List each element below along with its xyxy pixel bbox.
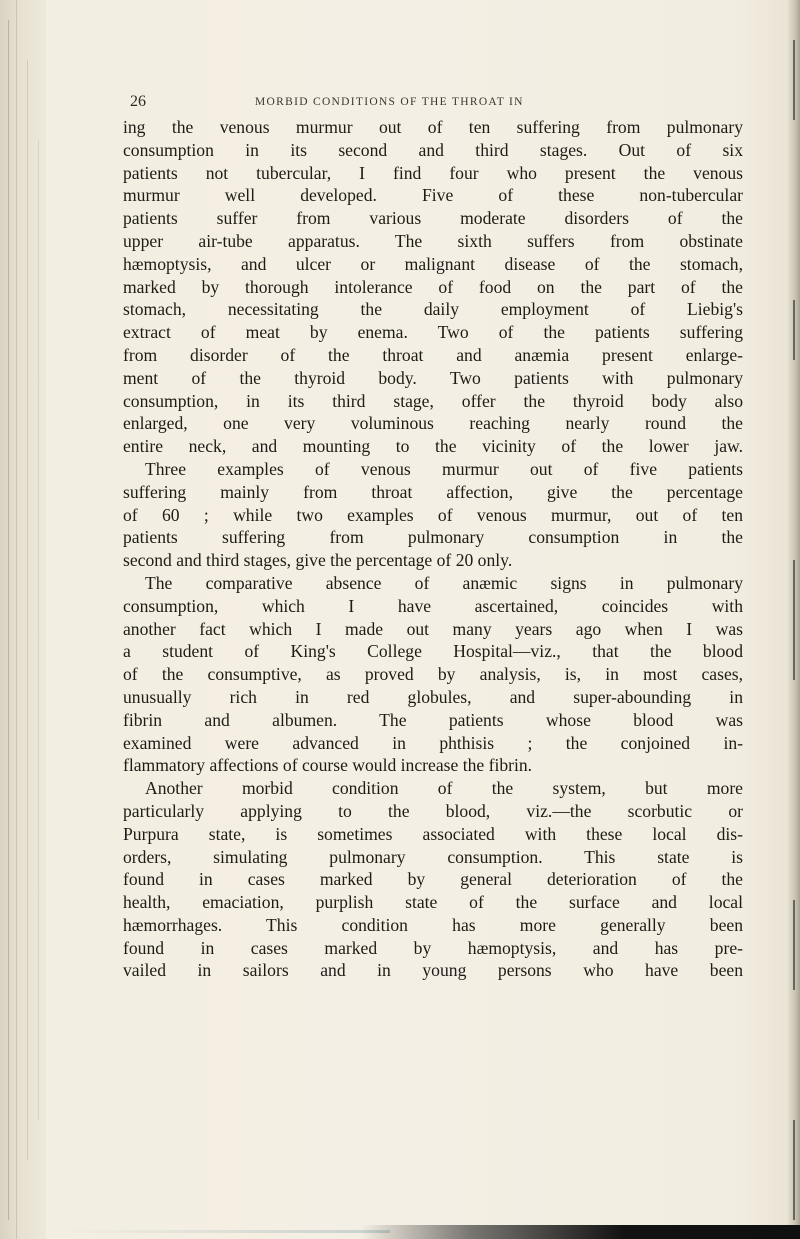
text-line: Purpura state, is sometimes associated with these local dis- — [123, 823, 743, 844]
gutter-rule — [16, 0, 17, 1239]
edge-mark — [793, 300, 795, 360]
text-line: a student of King's College Hospital—viz., that the blood — [123, 641, 743, 662]
text-line: particularly applying to the blood, viz.—the scorbutic or — [123, 800, 743, 821]
text-line: hæmoptysis, and ulcer or malignant disease of the stomach, — [123, 253, 743, 274]
text-line: vailed in sailors and in young persons who have been — [123, 960, 743, 981]
text-line: of the consumptive, as proved by analysis, is, in most cases, — [123, 664, 743, 685]
text-line: found in cases marked by hæmoptysis, and has pre- — [123, 937, 743, 958]
text-line: extract of meat by enema. Two of the patients suffering — [123, 322, 743, 343]
text-line: Three examples of venous murmur out of five patients — [145, 458, 743, 479]
text-line: patients suffer from various moderate disorders of the — [123, 208, 743, 229]
text-line: upper air-tube apparatus. The sixth suffers from obstinate — [123, 230, 743, 251]
text-line: patients suffering from pulmonary consumption in the — [123, 527, 743, 548]
edge-mark — [793, 40, 795, 120]
text-line: consumption, which I have ascertained, coincides with — [123, 595, 743, 616]
text-line: consumption, in its third stage, offer the thyroid body also — [123, 390, 743, 411]
edge-mark — [793, 1120, 795, 1220]
text-line: health, emaciation, purplish state of the surface and local — [123, 892, 743, 913]
text-line: ment of the thyroid body. Two patients with pulmonary — [123, 367, 743, 388]
text-line: from disorder of the throat and anæmia present enlarge- — [123, 344, 743, 365]
bottom-edge-shadow — [360, 1225, 800, 1239]
gutter-rule — [27, 60, 28, 1160]
text-line: marked by thorough intolerance of food on the part of the — [123, 276, 743, 297]
text-line: unusually rich in red globules, and super-abounding in — [123, 686, 743, 707]
text-line: suffering mainly from throat affection, give the percentage — [123, 481, 743, 502]
text-line: murmur well developed. Five of these non-tubercular — [123, 185, 743, 206]
gutter-rule — [8, 20, 9, 1220]
text-line: another fact which I made out many years ago when I was — [123, 618, 743, 639]
text-line: stomach, necessitating the daily employment of Liebig's — [123, 299, 743, 320]
text-line: of 60 ; while two examples of venous murmur, out of ten — [123, 504, 743, 525]
body-text — [123, 116, 743, 982]
text-line: The comparative absence of anæmic signs in pulmonary — [145, 572, 743, 593]
page-number: 26 — [130, 93, 146, 110]
text-line: examined were advanced in phthisis ; the conjoined in- — [123, 732, 743, 753]
text-line: consumption in its second and third stages. Out of six — [123, 139, 743, 160]
text-line: fibrin and albumen. The patients whose blood was — [123, 709, 743, 730]
gutter-rule — [38, 140, 39, 1120]
edge-mark — [793, 560, 795, 680]
text-line: hæmorrhages. This condition has more generally been — [123, 914, 743, 935]
text-line: flammatory affections of course would increase the fibrin. — [123, 755, 533, 776]
page-edge-right — [788, 0, 800, 1239]
text-line: ing the venous murmur out of ten suffering from pulmonary — [123, 117, 743, 137]
text-line: second and third stages, give the percentage of 20 only. — [123, 550, 513, 571]
bottom-edge-tint — [60, 1230, 390, 1233]
edge-mark — [793, 900, 795, 990]
text-line: patients not tubercular, I find four who present the venous — [123, 162, 743, 183]
running-head: MORBID CONDITIONS OF THE THROAT IN — [255, 96, 524, 108]
page-header — [130, 93, 790, 115]
page-gutter-shadow — [0, 0, 46, 1239]
text-line: orders, simulating pulmonary consumption. This state is — [123, 846, 743, 867]
text-line: Another morbid condition of the system, but more — [145, 778, 743, 799]
text-line: entire neck, and mounting to the vicinity of the lower jaw. — [123, 436, 743, 457]
text-line: found in cases marked by general deterioration of the — [123, 869, 743, 890]
text-line: enlarged, one very voluminous reaching nearly round the — [123, 413, 743, 434]
